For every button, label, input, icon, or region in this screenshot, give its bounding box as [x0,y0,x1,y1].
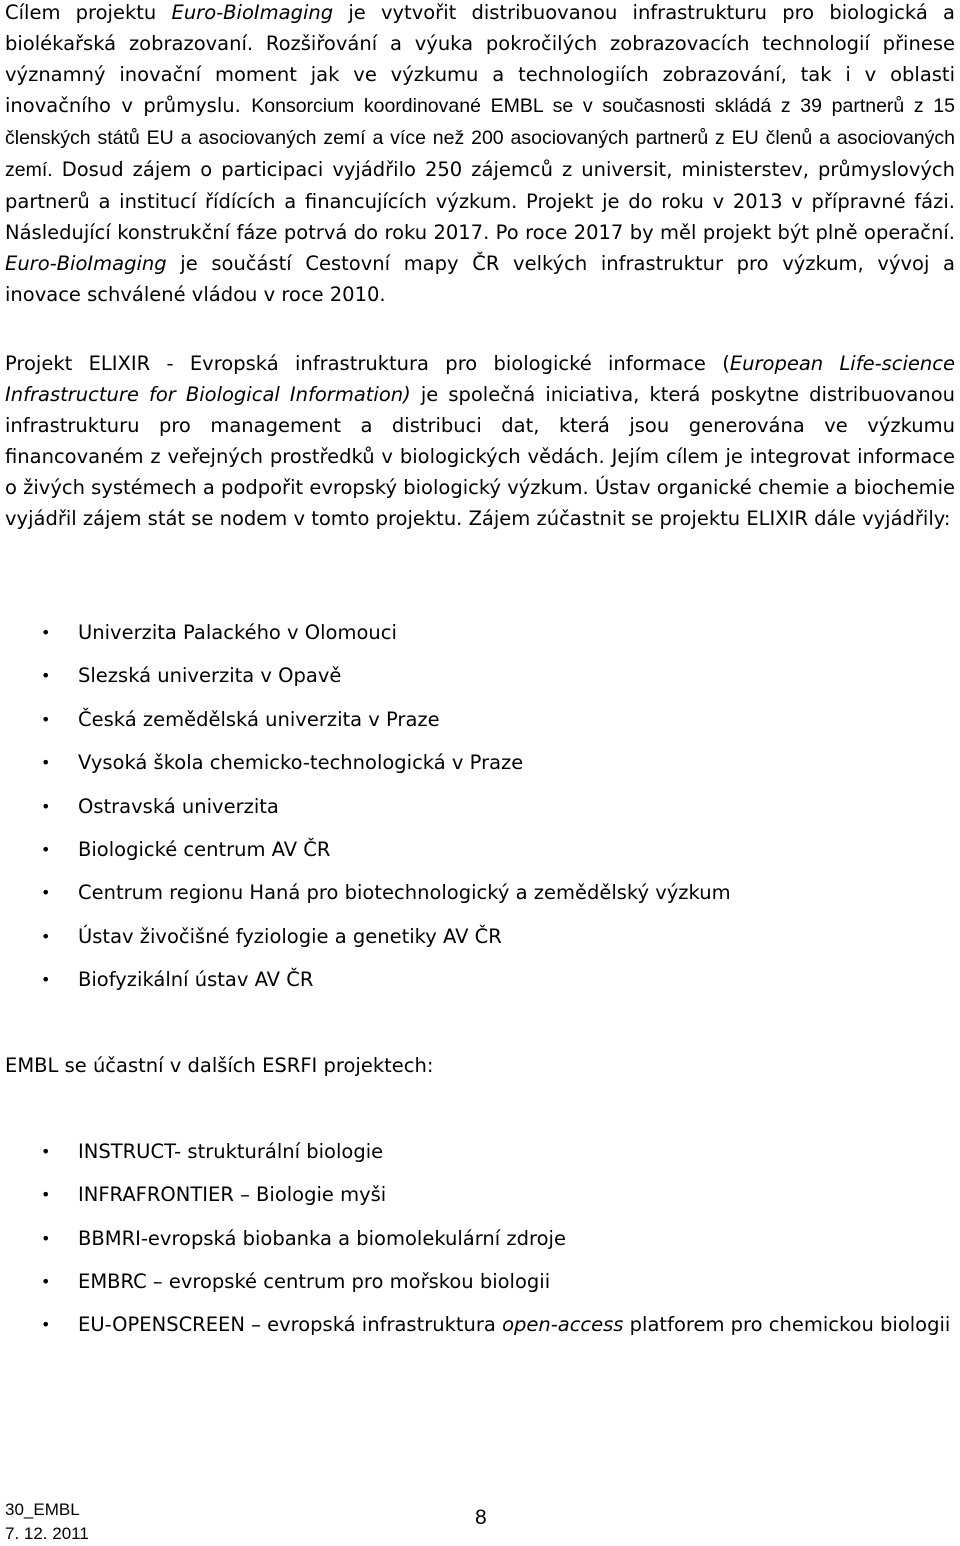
bullet-icon: • [41,1271,51,1291]
list-item-text: INSTRUCT- strukturální biologie [78,1140,384,1163]
elixir-interest-list [5,617,955,1008]
bullet-icon: • [41,839,51,859]
list-item [5,617,955,660]
page-number: 8 [475,1506,487,1529]
list-item-text: Centrum regionu Haná pro biotechnologický a zemědělský výzkum [78,881,731,905]
footer-doc-id: 30_EMBL [5,1500,80,1519]
bullet-icon: • [41,709,51,729]
list-item-text: Vysoká škola chemicko-technologická v Praze [78,751,524,775]
italic-term: open-access [502,1313,624,1337]
list-item-text: Biologické centrum AV ČR [78,837,331,861]
text-run: Projekt ELIXIR - Evropská infrastruktura pro biologické informace ( [5,352,730,375]
italic-term: European Life-science Infrastructure for Biological Information) [5,352,955,406]
list-item [5,1309,955,1340]
list-item [5,964,955,1007]
paragraph-elixir [5,348,955,534]
text-run: Dosud zájem o participaci vyjádřilo 250 zájemců z universit, ministerstev, průmyslových partnerů a institucí řídících a financujících výzkum. Projekt je do roku v 2013 v přípravné fázi. Následující konstrukční fáze potrvá do roku 2017. Po roce 2017 by měl projekt být plně operační. [5,158,955,244]
bullet-icon: • [41,1142,51,1161]
list-item [5,1266,955,1297]
list-item [5,747,955,790]
list-item-text: Ostravská univerzita [78,794,279,818]
text-run: Konsorcium koordinované EMBL se v současnosti skládá z 39 partnerů z 15 členských států EU a asociovaných zemí a více než 200 asociovaných partnerů z EU členů a asociovaných zemí. [5,95,956,181]
list-item [5,1136,955,1167]
list-item [5,834,955,877]
embl-projects-list [5,1136,955,1352]
footer-date: 7. 12. 2011 [5,1524,89,1543]
bullet-icon: • [41,796,51,816]
bullet-icon: • [41,623,51,642]
list-item-text: Ústav živočišné fyziologie a genetiky AV ČR [78,924,502,948]
italic-term: Euro-BioImaging [171,1,334,24]
text-run: je součástí Cestovní mapy ČR velkých infrastruktur pro výzkum, vývoj a inovace schválené vládou v roce 2010. [5,252,955,306]
list-item-text: BBMRI-evropská biobanka a biomolekulární zdroje [78,1226,566,1250]
list-item [5,660,955,703]
footer-meta [5,1498,89,1546]
bullet-icon: • [41,1185,51,1205]
list-item [5,1179,955,1210]
text-run: je vytvořit distribuovanou infrastrukturu pro biologická a biolékařská zobrazovaní. Rozšiřování a výuka pokročilých zobrazovacích technologií přinese významný inovační moment jak ve výzkumu a technologiích zobrazování, tak i v oblasti inovačního v průmyslu. [5,1,955,117]
paragraph-euro-bioimaging [5,0,955,310]
italic-term: Euro-BioImaging [5,252,167,275]
bullet-icon: • [41,666,51,686]
bullet-icon: • [41,926,51,946]
bullet-icon: • [41,883,51,903]
list-item-text: Biofyzikální ústav AV ČR [78,968,314,992]
text-run: Cílem projektu [5,1,172,24]
bullet-icon: • [41,970,51,990]
list-item [5,791,955,834]
bullet-icon: • [41,753,51,773]
list-item-text: INFRAFRONTIER – Biologie myši [78,1183,387,1207]
list-item-text: EMBRC – evropské centrum pro mořskou biologii [78,1269,551,1293]
embl-projects-lead: EMBL se účastní v dalších ESRFI projektech: [5,1054,434,1077]
bullet-icon: • [41,1228,51,1248]
list-item [5,921,955,964]
list-item [5,704,955,747]
list-item-text: Česká zemědělská univerzita v Praze [78,707,440,731]
text-run: je společná iniciativa, která poskytne distribuovanou infrastrukturu pro management a distribuci dat, která jsou generována ve výzkumu financovaném z veřejných prostředků v biologických vědách. Jejím cílem je integrovat informace o živých systémech a podpořit evropský biologický výzkum. Ústav organické chemie a biochemie vyjádřil zájem stát se nodem v tomto projektu. Zájem zúčastnit se projektu ELIXIR dále vyjádřily: [5,383,955,530]
list-item [5,877,955,920]
list-item-text: Univerzita Palackého v Olomouci [78,621,397,644]
list-item-text: platforem pro chemickou biologii [623,1313,951,1337]
list-item-text: Slezská univerzita v Opavě [78,664,342,688]
bullet-icon: • [41,1315,51,1335]
list-item-text: EU-OPENSCREEN – evropská infrastruktura [78,1313,503,1337]
list-item [5,1223,955,1254]
